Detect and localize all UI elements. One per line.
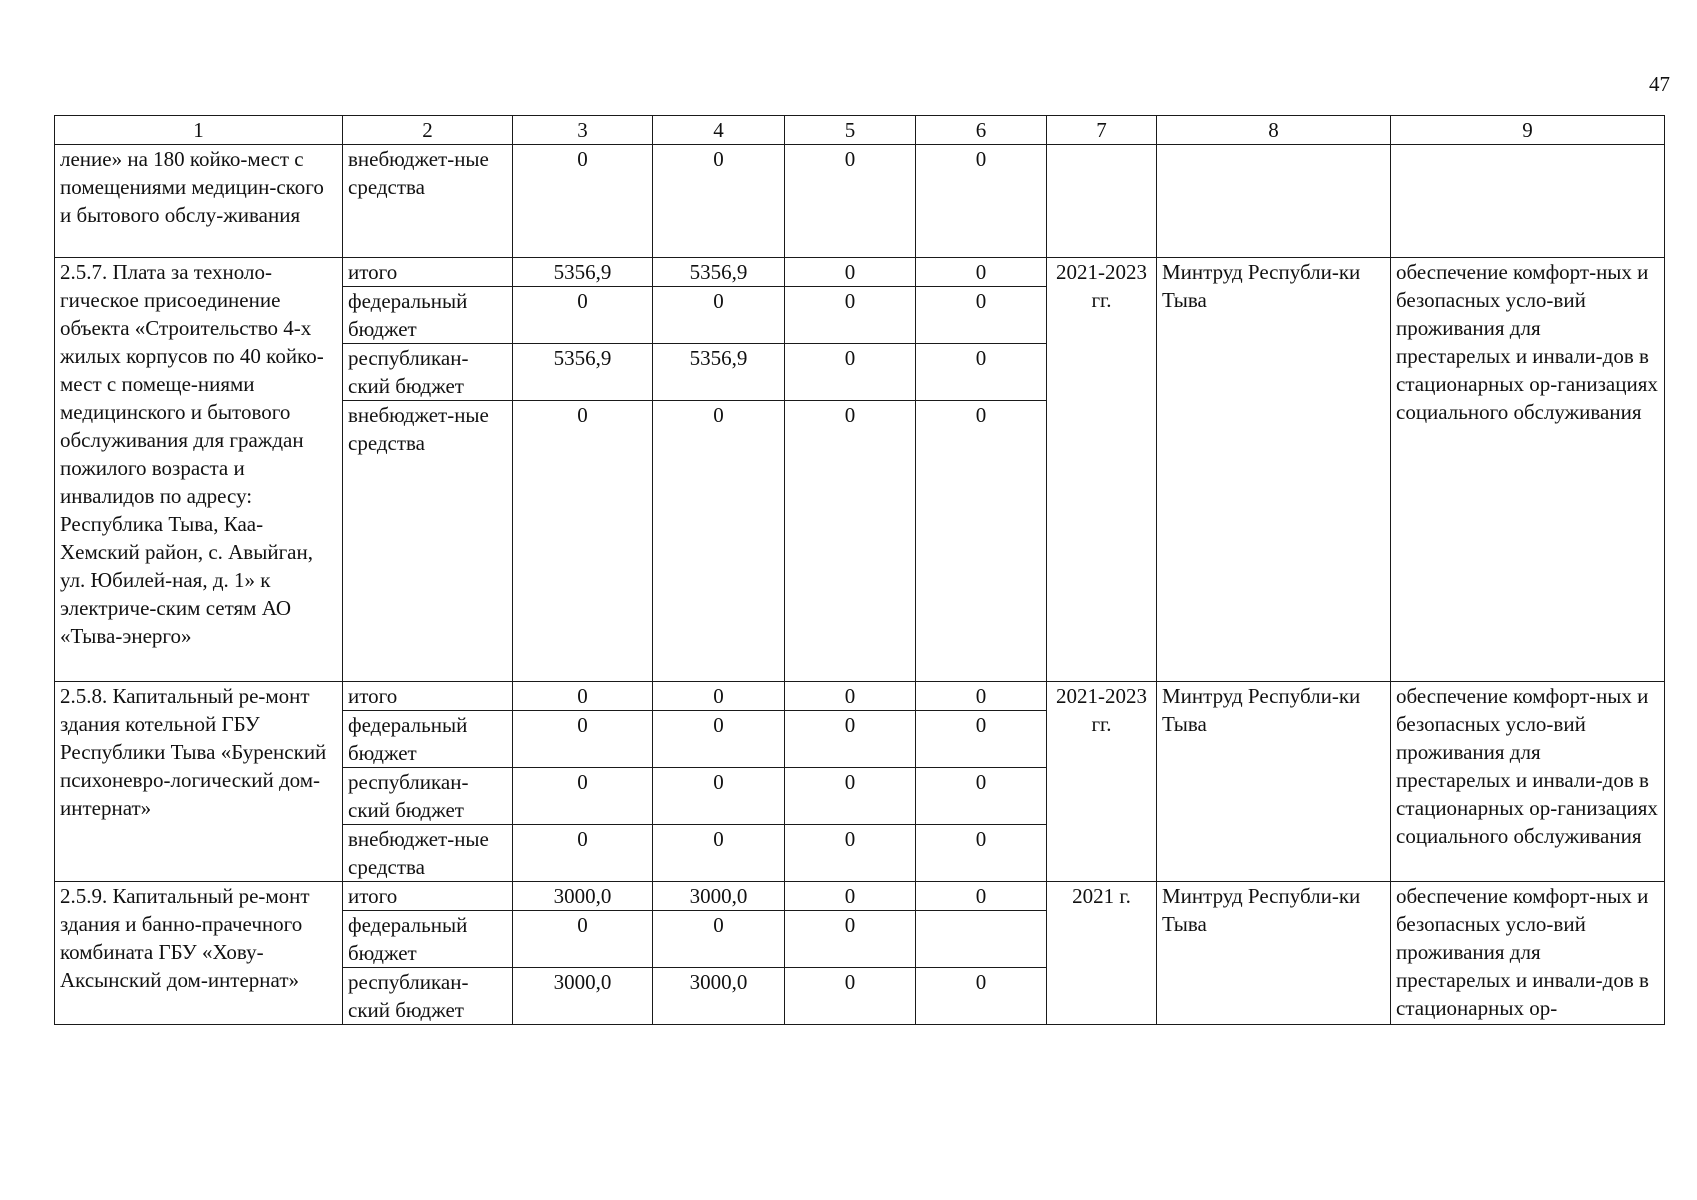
value-cell: 0: [653, 682, 785, 711]
table-row: [55, 882, 1665, 911]
column-number: 7: [1047, 116, 1157, 145]
executor-cell: Минтруд Республи-ки Тыва: [1157, 882, 1391, 1025]
value-cell: [916, 911, 1047, 968]
value-cell: 3000,0: [653, 968, 785, 1025]
value-cell: 0: [653, 825, 785, 882]
value-cell: 0: [785, 344, 916, 401]
value-cell: 5356,9: [653, 258, 785, 287]
funding-source-cell: федеральный бюджет: [343, 711, 513, 768]
table-row: [55, 258, 1665, 287]
value-cell: 3000,0: [653, 882, 785, 911]
value-cell: 0: [785, 401, 916, 682]
value-cell: 0: [785, 768, 916, 825]
value-cell: 0: [916, 344, 1047, 401]
value-cell: 0: [785, 711, 916, 768]
value-cell: 5356,9: [513, 344, 653, 401]
value-cell: 0: [916, 882, 1047, 911]
value-cell: 0: [653, 401, 785, 682]
period-cell: 2021-2023 гг.: [1047, 682, 1157, 882]
value-cell: 0: [653, 145, 785, 258]
value-cell: 0: [916, 287, 1047, 344]
value-cell: 0: [785, 911, 916, 968]
column-number: 5: [785, 116, 916, 145]
value-cell: 0: [513, 825, 653, 882]
funding-source-cell: республикан-ский бюджет: [343, 968, 513, 1025]
activity-cell: 2.5.9. Капитальный ре-монт здания и банно-прачечного комбината ГБУ «Хову-Аксынский дом-интернат»: [55, 882, 343, 1025]
value-cell: 3000,0: [513, 882, 653, 911]
value-cell: 0: [785, 258, 916, 287]
funding-source-cell: итого: [343, 882, 513, 911]
column-number: 8: [1157, 116, 1391, 145]
value-cell: 0: [513, 401, 653, 682]
value-cell: 0: [785, 882, 916, 911]
table-row: [55, 682, 1665, 711]
page-number: 47: [1649, 72, 1670, 96]
value-cell: 3000,0: [513, 968, 653, 1025]
funding-source-cell: федеральный бюджет: [343, 287, 513, 344]
column-number-row: [55, 116, 1665, 145]
value-cell: 0: [916, 682, 1047, 711]
table-body: [55, 116, 1665, 1025]
funding-source-cell: республикан-ский бюджет: [343, 344, 513, 401]
value-cell: 5356,9: [513, 258, 653, 287]
value-cell: 0: [916, 768, 1047, 825]
value-cell: 0: [513, 911, 653, 968]
value-cell: 0: [916, 825, 1047, 882]
table-row-continued: [55, 145, 1665, 258]
column-number: 3: [513, 116, 653, 145]
funding-source-cell: итого: [343, 258, 513, 287]
value-cell: 0: [513, 682, 653, 711]
executor-cell: Минтруд Республи-ки Тыва: [1157, 258, 1391, 682]
result-cell: обеспечение комфорт-ных и безопасных усло-вий проживания для престарелых и инвали-дов в стационарных ор-ганизациях социального обслуживания: [1391, 682, 1665, 882]
funding-source-cell: внебюджет-ные средства: [343, 825, 513, 882]
funding-source-cell: внебюджет-ные средства: [343, 145, 513, 258]
activity-cell: 2.5.8. Капитальный ре-монт здания котельной ГБУ Республики Тыва «Буренский психоневро-логический дом-интернат»: [55, 682, 343, 882]
value-cell: 0: [785, 287, 916, 344]
value-cell: 0: [653, 911, 785, 968]
period-cell: 2021-2023 гг.: [1047, 258, 1157, 682]
column-number: 2: [343, 116, 513, 145]
column-number: 9: [1391, 116, 1665, 145]
value-cell: 0: [653, 768, 785, 825]
result-cell: [1391, 145, 1665, 258]
value-cell: 0: [785, 968, 916, 1025]
value-cell: 5356,9: [653, 344, 785, 401]
funding-source-cell: федеральный бюджет: [343, 911, 513, 968]
column-number: 4: [653, 116, 785, 145]
funding-source-cell: республикан-ский бюджет: [343, 768, 513, 825]
column-number: 6: [916, 116, 1047, 145]
activity-cell: ление» на 180 койко-мест с помещениями медицин-ского и бытового обслу-живания: [55, 145, 343, 258]
period-cell: 2021 г.: [1047, 882, 1157, 1025]
executor-cell: [1157, 145, 1391, 258]
column-number: 1: [55, 116, 343, 145]
result-cell: обеспечение комфорт-ных и безопасных усло-вий проживания для престарелых и инвали-дов в стационарных ор-ганизациях социального обслуживания: [1391, 258, 1665, 682]
result-cell: обеспечение комфорт-ных и безопасных усло-вий проживания для престарелых и инвали-дов в стационарных ор-: [1391, 882, 1665, 1025]
executor-cell: Минтруд Республи-ки Тыва: [1157, 682, 1391, 882]
value-cell: 0: [916, 401, 1047, 682]
value-cell: 0: [785, 682, 916, 711]
value-cell: 0: [785, 145, 916, 258]
budget-table: [54, 115, 1665, 1025]
value-cell: 0: [513, 768, 653, 825]
value-cell: 0: [513, 287, 653, 344]
activity-cell: 2.5.7. Плата за техноло-гическое присоединение объекта «Строительство 4-х жилых корпусов по 40 койко-мест с помеще-ниями медицинского и бытового обслуживания для граждан пожилого возраста и инвалидов по адресу: Республика Тыва, Каа-Хемский район, с. Авыйган, ул. Юбилей-ная, д. 1» к электриче-ским сетям АО «Тыва-энерго»: [55, 258, 343, 682]
funding-source-cell: внебюджет-ные средства: [343, 401, 513, 682]
value-cell: 0: [513, 145, 653, 258]
value-cell: 0: [785, 825, 916, 882]
value-cell: 0: [653, 711, 785, 768]
value-cell: 0: [916, 968, 1047, 1025]
value-cell: 0: [513, 711, 653, 768]
period-cell: [1047, 145, 1157, 258]
value-cell: 0: [916, 145, 1047, 258]
value-cell: 0: [916, 258, 1047, 287]
value-cell: 0: [916, 711, 1047, 768]
value-cell: 0: [653, 287, 785, 344]
funding-source-cell: итого: [343, 682, 513, 711]
